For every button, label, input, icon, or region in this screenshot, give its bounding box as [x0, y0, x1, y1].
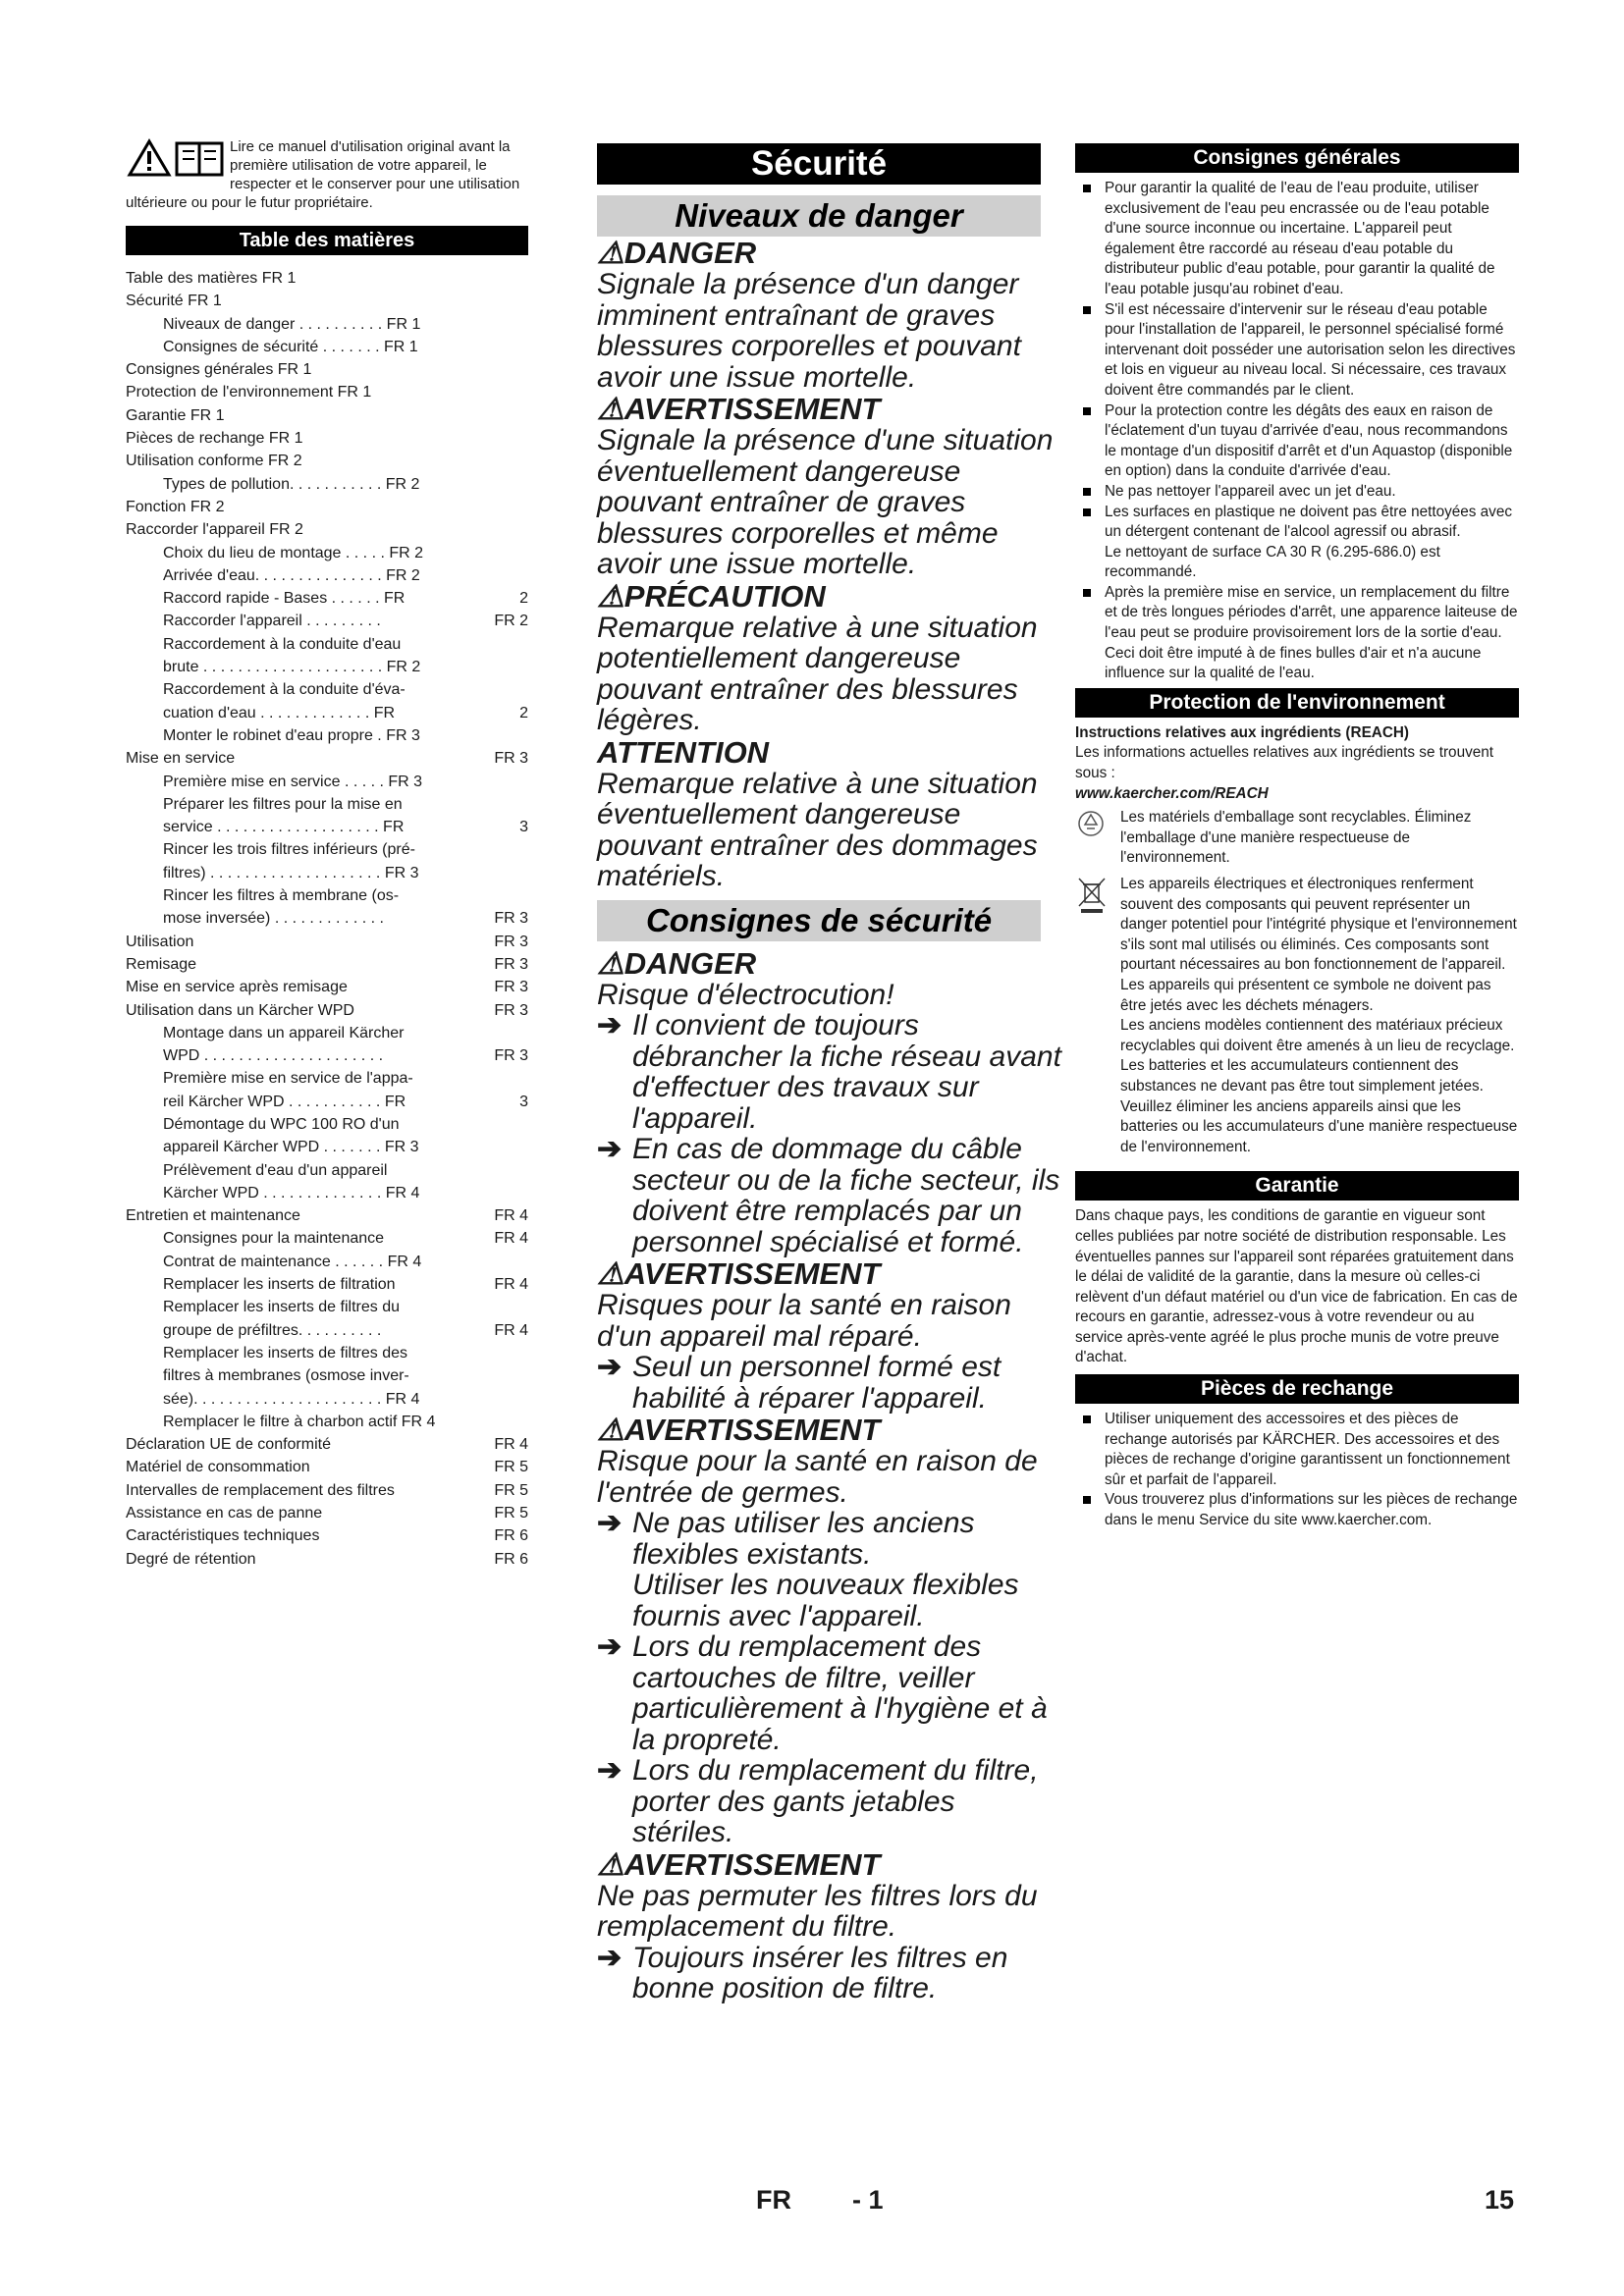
arrow-item: ➔ Il convient de toujours débrancher la fiche réseau avant d'effectuer des travaux sur l'appareil.: [597, 1009, 1061, 1135]
toc-entry[interactable]: [126, 1273, 528, 1296]
toc-entry[interactable]: [126, 496, 528, 518]
toc-entry[interactable]: [126, 1388, 528, 1411]
toc-entry-label: Intervalles de remplacement des filtres: [126, 1481, 395, 1499]
levels-title: Niveaux de danger: [597, 195, 1041, 237]
weee-note: Les appareils électriques et électroniques renferment souvent des composants qui peuvent représenter un danger potentiel pour l'intégrité physique et l'environnement s'ils sont mal utilisés ou éliminés. Ces composants sont pourtant nécessaires au bon fonctionnement de l'appareil. Les appareils qui présentent ce symbole ne doivent pas être jetés avec les déchets ménagers. Les anciens modèles contiennent des matériaux précieux recyclables qui doivent être amenés à un lieu de recyclage. Les batteries et les accumulateurs contiennent des substances ne devant pas être tout simplement jetées. Veuillez éliminer les anciens appareils ainsi que les batteries ou les accumulateurs d'une manière respectueuse de l'environnement.: [1075, 875, 1519, 1157]
toc-entry-label: Kärcher WPD . . . . . . . . . . . . . . FR 4: [163, 1184, 420, 1201]
toc-entry[interactable]: [126, 999, 528, 1022]
toc-entry[interactable]: [126, 1479, 528, 1502]
arrow-icon: ➔: [597, 1630, 623, 1663]
list-item: Pour la protection contre les dégâts des eaux en raison de l'éclatement d'un tuyau d'arrivée d'eau, nous recommandons le montage d'un dispositif d'arrêt et d'un Aquastop (disponible en option) dans la conduite d'arrivée d'eau.: [1075, 401, 1519, 482]
warning-text: Signale la présence d'une situation éventuellement dangereuse pouvant entraîner de graves blessures corporelles et même avoir une issue mortelle.: [597, 424, 1054, 580]
toc-entry[interactable]: [126, 518, 528, 541]
arrow-icon: ➔: [597, 1754, 623, 1787]
toc-entry-label: Prélèvement d'eau d'un appareil: [163, 1161, 388, 1179]
env-title: Protection de l'environnement: [1075, 688, 1519, 718]
warning-heading-3: ⚠AVERTISSEMENT: [597, 1413, 881, 1447]
toc-entry[interactable]: [126, 747, 528, 770]
toc-entry[interactable]: [126, 816, 528, 838]
list-item: Après la première mise en service, un remplacement du filtre et de très longues périodes d'arrêt, une apparence laiteuse de l'eau peut se produire provisoirement lors de la sortie d'eau. Ceci doit être imputé à de fines bulles d'air et n'a aucune influence sur la qualité de l'eau.: [1075, 583, 1519, 684]
warranty-text: Dans chaque pays, les conditions de garantie en vigueur sont celles publiées par notre société de distribution responsable. Les éventuelles pannes sur l'appareil sont réparées gratuitement dans le délai de validité de la garantie, dans la mesure où celles-ci relèvent d'un défaut matériel ou d'un vice de fabrication. En cas de recours en garantie, adressez-vous à votre revendeur ou au service après-vente agréé le plus proche munis de votre preuve d'achat.: [1075, 1207, 1518, 1366]
warning-4-text: Ne pas permuter les filtres lors du remplacement du filtre.: [597, 1879, 1038, 1943]
toc-entry-label: Types de pollution. . . . . . . . . . . FR 2: [163, 475, 420, 493]
toc-entry[interactable]: [126, 1136, 528, 1158]
toc-entry[interactable]: [126, 1411, 528, 1433]
toc-entry-page: FR 3: [494, 979, 528, 996]
attention-text: Remarque relative à une situation éventuellement dangereuse pouvant entraîner des dommages matériels.: [597, 767, 1038, 892]
section-title-securite: Sécurité: [597, 143, 1041, 185]
toc-entry[interactable]: [126, 1364, 528, 1387]
toc-entry[interactable]: [126, 1433, 528, 1456]
toc-entry[interactable]: [126, 931, 528, 953]
toc-entry-page: 2: [519, 704, 528, 721]
toc-entry[interactable]: [126, 793, 528, 816]
toc-entry-label: Consignes générales FR 1: [126, 361, 312, 379]
warning-2-text: Risques pour la santé en raison d'un appareil mal réparé.: [597, 1289, 1011, 1353]
attention-heading: ATTENTION: [597, 734, 770, 770]
toc-entry-label: Contrat de maintenance . . . . . . FR 4: [163, 1253, 422, 1270]
danger-heading-2: ⚠DANGER: [597, 945, 757, 981]
toc-entry[interactable]: [126, 542, 528, 564]
toc-entry[interactable]: [126, 702, 528, 724]
reach-text: Les informations actuelles relatives aux ingrédients se trouvent sous :: [1075, 744, 1493, 782]
table-of-contents: [126, 267, 528, 1571]
toc-entry-page: FR 3: [494, 955, 528, 973]
toc-entry[interactable]: [126, 724, 528, 747]
warning-3-text: Risque pour la santé en raison de l'entrée de germes.: [597, 1445, 1038, 1509]
toc-entry[interactable]: [126, 1204, 528, 1227]
toc-entry-label: Première mise en service . . . . . FR 3: [163, 773, 423, 790]
toc-entry-label: Pièces de rechange FR 1: [126, 430, 303, 448]
toc-entry-label: groupe de préfiltres. . . . . . . . . .: [163, 1321, 382, 1339]
toc-entry[interactable]: [126, 564, 528, 587]
danger-text: Signale la présence d'un danger imminent entraînant de graves blessures corporelles et pouvant avoir une issue mortelle.: [597, 268, 1021, 394]
toc-entry[interactable]: [126, 1182, 528, 1204]
toc-entry-label: Mise en service: [126, 750, 236, 768]
warranty-title: Garantie: [1075, 1171, 1519, 1201]
arrow-item: ➔ Lors du remplacement des cartouches de filtre, veiller particulièrement à l'hygiène et à la propreté.: [597, 1630, 1048, 1756]
toc-entry-label: Remplacer les inserts de filtration: [163, 1276, 396, 1294]
arrow-icon: ➔: [597, 1133, 623, 1165]
toc-entry[interactable]: [126, 1342, 528, 1364]
toc-entry[interactable]: [126, 838, 528, 861]
toc-entry-page: 2: [519, 590, 528, 608]
bullet-icon: [1083, 508, 1091, 516]
toc-entry-page: 3: [519, 819, 528, 836]
toc-entry[interactable]: [126, 862, 528, 884]
toc-entry-page: FR 4: [494, 1230, 528, 1248]
read-manual-icon: [126, 137, 230, 179]
warning-heading-4: ⚠AVERTISSEMENT: [597, 1846, 881, 1882]
arrow-icon: ➔: [597, 1941, 623, 1974]
toc-entry[interactable]: [126, 587, 528, 610]
warning-heading-2: ⚠AVERTISSEMENT: [597, 1256, 881, 1291]
toc-entry-label: WPD . . . . . . . . . . . . . . . . . . . . .: [163, 1047, 384, 1065]
toc-entry-label: Rincer les filtres à membrane (os-: [163, 887, 400, 905]
toc-entry-label: Déclaration UE de conformité: [126, 1436, 331, 1454]
arrow-item: ➔ Seul un personnel formé est habilité à réparer l'appareil.: [597, 1351, 1001, 1415]
danger-2-text: Risque d'électrocution!: [597, 978, 894, 1011]
toc-entry-page: FR 5: [494, 1505, 528, 1522]
toc-entry[interactable]: [126, 1456, 528, 1478]
toc-entry[interactable]: [126, 884, 528, 907]
toc-entry[interactable]: [126, 1159, 528, 1182]
toc-entry-label: Mise en service après remisage: [126, 979, 348, 996]
arrow-icon: ➔: [597, 1507, 623, 1539]
toc-entry-page: FR 6: [494, 1550, 528, 1568]
toc-entry-label: cuation d'eau . . . . . . . . . . . . . FR: [163, 704, 396, 721]
toc-entry-label: reil Kärcher WPD . . . . . . . . . . . FR: [163, 1093, 406, 1110]
toc-entry[interactable]: [126, 404, 528, 427]
toc-entry-label: Raccordement à la conduite d'eau: [163, 635, 402, 653]
list-item: Pour garantir la qualité de l'eau de l'eau produite, utiliser exclusivement de l'eau peu encrassée ou de l'eau potable d'une source inconnue ou incertaine. L'appareil peut également être raccordé au réseau d'eau potable du distributeur public d'eau potable, pour garantir la qualité de l'eau potable jusqu'au robinet d'eau.: [1075, 179, 1519, 300]
bullet-icon: [1083, 1415, 1091, 1423]
toc-entry-label: Garantie FR 1: [126, 406, 225, 424]
toc-entry-label: Raccord rapide - Bases . . . . . . FR: [163, 590, 406, 608]
toc-entry-label: Fonction FR 2: [126, 498, 225, 515]
toc-entry-page: FR 2: [494, 613, 528, 630]
toc-entry[interactable]: [126, 678, 528, 701]
general-title: Consignes générales: [1075, 143, 1519, 173]
toc-entry-label: Caractéristiques techniques: [126, 1527, 320, 1545]
toc-entry-label: filtres) . . . . . . . . . . . . . . . . . . . . FR 3: [163, 864, 419, 881]
toc-entry[interactable]: [126, 610, 528, 632]
recycle-note: Les matériels d'emballage sont recyclables. Éliminez l'emballage d'une manière respectueuse de l'environnement.: [1075, 808, 1519, 869]
toc-entry[interactable]: [126, 1067, 528, 1090]
toc-entry[interactable]: [126, 1319, 528, 1342]
toc-entry-label: Consignes de sécurité . . . . . . . FR 1: [163, 338, 418, 355]
toc-entry-page: FR 6: [494, 1527, 528, 1545]
toc-entry[interactable]: [126, 427, 528, 450]
toc-entry-page: FR 5: [494, 1481, 528, 1499]
toc-entry[interactable]: [126, 1022, 528, 1044]
toc-entry-page: FR 4: [494, 1321, 528, 1339]
arrow-item: ➔ En cas de dommage du câble secteur ou de la fiche secteur, ils doivent être remplacés par un personnel spécialisé et formé.: [597, 1133, 1060, 1258]
right-content: [1075, 143, 1519, 1531]
toc-entry[interactable]: [126, 313, 528, 336]
toc-entry-label: Utilisation dans un Kärcher WPD: [126, 1001, 354, 1019]
toc-entry-label: Raccordement à la conduite d'éva-: [163, 681, 406, 699]
toc-entry[interactable]: [126, 267, 528, 290]
toc-entry[interactable]: [126, 1091, 528, 1113]
toc-entry[interactable]: [126, 1251, 528, 1273]
toc-entry[interactable]: [126, 976, 528, 998]
bullet-icon: [1083, 589, 1091, 597]
crossed-bin-icon: [1077, 877, 1107, 914]
toc-entry[interactable]: [126, 1044, 528, 1067]
caution-text: Remarque relative à une situation potentiellement dangereuse pouvant entraîner des blessures légères.: [597, 611, 1038, 736]
toc-entry-label: Matériel de consommation: [126, 1459, 310, 1476]
toc-entry-page: FR 3: [494, 1047, 528, 1065]
toc-entry-label: Utilisation: [126, 933, 194, 950]
toc-entry-label: brute . . . . . . . . . . . . . . . . . . . . . FR 2: [163, 659, 421, 676]
toc-entry-page: FR 4: [494, 1436, 528, 1454]
bullet-icon: [1083, 407, 1091, 415]
parts-title: Pièces de rechange: [1075, 1374, 1519, 1404]
toc-entry[interactable]: [126, 1113, 528, 1136]
toc-entry-label: Rincer les trois filtres inférieurs (pré-: [163, 841, 415, 859]
toc-entry-label: Entretien et maintenance: [126, 1207, 300, 1225]
intro-text: Lire ce manuel d'utilisation original avant la première utilisation de votre appareil, le respecter et le conserver pour une utilisation ultérieure ou pour le futur propriétaire.: [126, 138, 520, 211]
toc-entry-label: sée). . . . . . . . . . . . . . . . . . . . . . FR 4: [163, 1390, 420, 1408]
toc-entry[interactable]: [126, 1548, 528, 1571]
toc-entry-label: Arrivée d'eau. . . . . . . . . . . . . . . FR 2: [163, 566, 420, 584]
toc-entry-label: Remplacer les inserts de filtres des: [163, 1344, 407, 1362]
safety-content: [597, 190, 1064, 2004]
reach-link[interactable]: www.kaercher.com/REACH: [1075, 784, 1269, 802]
toc-entry-page: FR 5: [494, 1459, 528, 1476]
toc-entry[interactable]: [126, 1296, 528, 1318]
toc-entry-label: Montage dans un appareil Kärcher: [163, 1024, 405, 1041]
arrow-icon: ➔: [597, 1351, 623, 1383]
arrow-icon: ➔: [597, 1009, 623, 1041]
toc-entry-label: Niveaux de danger . . . . . . . . . . FR 1: [163, 315, 421, 333]
toc-entry-label: Consignes pour la maintenance: [163, 1230, 385, 1248]
toc-entry[interactable]: [126, 1524, 528, 1547]
bullet-icon: [1083, 306, 1091, 314]
toc-entry[interactable]: [126, 953, 528, 976]
arrow-item: ➔ Toujours insérer les filtres en bonne position de filtre.: [597, 1941, 1008, 2004]
list-item: S'il est nécessaire d'intervenir sur le réseau d'eau potable pour l'installation de l'appareil, le personnel spécialisé formé intervenant doit posséder une autorisation selon les directives et lois en vigueur au niveau local. Si nécessaire, ces travaux doivent être commandés par le client.: [1075, 300, 1519, 401]
warning-heading: ⚠AVERTISSEMENT: [597, 392, 881, 426]
toc-entry-page: FR 3: [494, 750, 528, 768]
toc-entry-label: Préparer les filtres pour la mise en: [163, 795, 403, 813]
toc-entry-label: filtres à membranes (osmose inver-: [163, 1367, 409, 1385]
toc-entry[interactable]: [126, 358, 528, 381]
toc-entry-label: Remplacer le filtre à charbon actif FR 4: [163, 1413, 436, 1430]
toc-entry-label: Monter le robinet d'eau propre . FR 3: [163, 726, 420, 744]
toc-entry-label: Raccorder l'appareil FR 2: [126, 521, 303, 539]
bullet-icon: [1083, 488, 1091, 496]
danger-heading: ⚠DANGER: [597, 236, 757, 270]
toc-entry-label: Protection de l'environnement FR 1: [126, 384, 372, 401]
toc-entry-label: Degré de rétention: [126, 1550, 256, 1568]
arrow-item: ➔ Ne pas utiliser les anciens flexibles existants. Utiliser les nouveaux flexibles fournis avec l'appareil.: [597, 1507, 1019, 1632]
bullet-icon: [1083, 1496, 1091, 1504]
toc-entry-page: FR 4: [494, 1276, 528, 1294]
toc-entry[interactable]: [126, 450, 528, 472]
footer-section-number: - 1: [852, 2185, 884, 2215]
toc-title: Table des matières: [126, 226, 528, 255]
toc-entry-page: FR 3: [494, 1001, 528, 1019]
list-item: Les surfaces en plastique ne doivent pas être nettoyées avec un détergent contenant de l'alcool agressif ou abrasif. Le nettoyant de surface CA 30 R (6.295-686.0) est recommandé.: [1075, 503, 1519, 583]
toc-entry-label: Remplacer les inserts de filtres du: [163, 1299, 400, 1316]
toc-entry[interactable]: [126, 1502, 528, 1524]
toc-entry[interactable]: [126, 473, 528, 496]
caution-heading: ⚠PRÉCAUTION: [597, 578, 826, 614]
toc-entry-label: Choix du lieu de montage . . . . . FR 2: [163, 544, 424, 561]
arrow-item: ➔ Lors du remplacement du filtre, porter des gants jetables stériles.: [597, 1754, 1039, 1848]
toc-entry[interactable]: [126, 633, 528, 656]
toc-entry-label: Raccorder l'appareil . . . . . . . . .: [163, 613, 381, 630]
toc-entry[interactable]: [126, 336, 528, 358]
list-item: Vous trouverez plus d'informations sur les pièces de rechange dans le menu Service du site www.kaercher.com.: [1075, 1490, 1519, 1530]
toc-entry-label: Sécurité FR 1: [126, 293, 222, 310]
toc-entry-label: appareil Kärcher WPD . . . . . . . FR 3: [163, 1139, 419, 1156]
toc-entry[interactable]: [126, 1227, 528, 1250]
consignes-title: Consignes de sécurité: [597, 900, 1041, 941]
toc-entry-label: Remisage: [126, 955, 197, 973]
reach-heading: Instructions relatives aux ingrédients (REACH): [1075, 723, 1410, 741]
toc-entry[interactable]: [126, 771, 528, 793]
toc-entry[interactable]: [126, 381, 528, 403]
toc-entry[interactable]: [126, 907, 528, 930]
toc-entry[interactable]: [126, 656, 528, 678]
bullet-icon: [1083, 185, 1091, 192]
toc-entry-label: Utilisation conforme FR 2: [126, 453, 302, 470]
toc-entry-page: FR 3: [494, 910, 528, 928]
footer-language: FR: [756, 2185, 791, 2215]
recycle-icon: [1077, 810, 1105, 837]
list-item: Ne pas nettoyer l'appareil avec un jet d'eau.: [1075, 482, 1519, 503]
toc-entry-label: Démontage du WPC 100 RO d'un: [163, 1115, 400, 1133]
toc-entry-label: Table des matières FR 1: [126, 270, 297, 287]
toc-entry-page: FR 3: [494, 933, 528, 950]
toc-entry-page: FR 4: [494, 1207, 528, 1225]
toc-entry-label: Assistance en cas de panne: [126, 1505, 323, 1522]
toc-entry-label: service . . . . . . . . . . . . . . . . . . . FR: [163, 819, 405, 836]
list-item: Utiliser uniquement des accessoires et des pièces de rechange autorisés par KÄRCHER. Des accessoires et des pièces de rechange d'origine garantissent un fonctionnement sûr et parfait de l'appareil.: [1075, 1410, 1519, 1490]
toc-entry-label: Première mise en service de l'appa-: [163, 1070, 413, 1088]
toc-entry[interactable]: [126, 290, 528, 312]
intro-note: [126, 137, 528, 212]
footer-page-number: 15: [1485, 2185, 1515, 2215]
toc-entry-label: mose inversée) . . . . . . . . . . . . .: [163, 910, 384, 928]
toc-entry-page: 3: [519, 1093, 528, 1110]
